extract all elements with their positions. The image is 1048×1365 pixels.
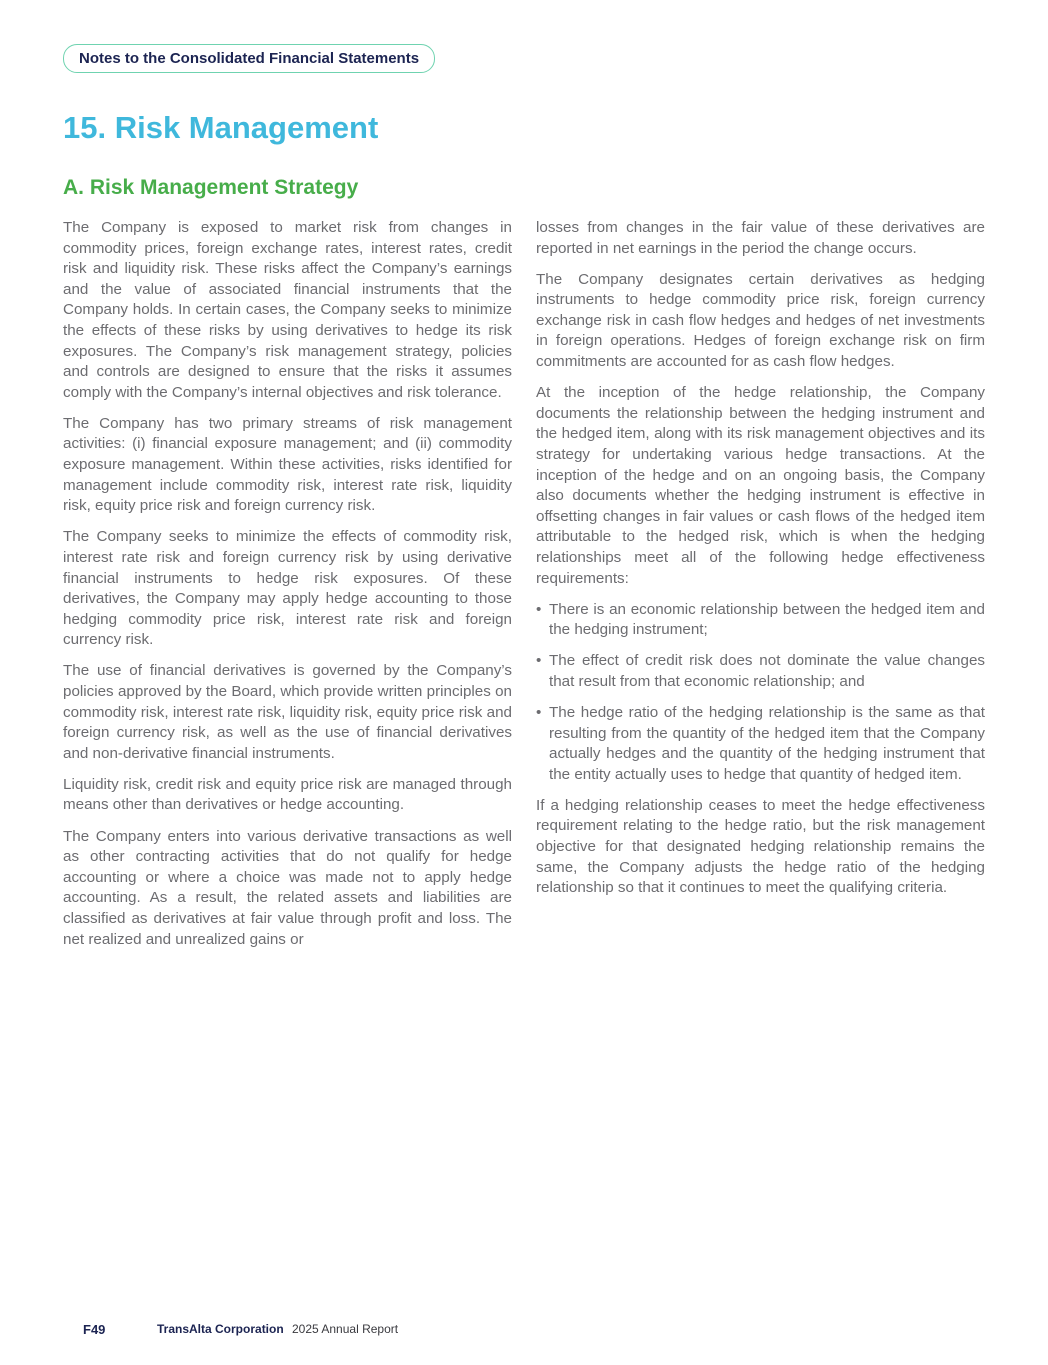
section-header-pill	[63, 44, 435, 73]
right-column	[536, 218, 985, 909]
list-item: • There is an economic relationship between the hedged item and the hedging instrument;	[536, 600, 985, 641]
paragraph: losses from changes in the fair value of these derivatives are reported in net earnings in the period the change occurs.	[536, 219, 985, 257]
section-header-label: Notes to the Consolidated Financial Statements	[79, 50, 420, 67]
list-item: • The effect of credit risk does not dominate the value changes that result from that economic relationship; and	[536, 651, 985, 692]
paragraph: The use of financial derivatives is governed by the Company’s policies approved by the Board, which provide written principles on commodity risk, interest rate risk, liquidity risk, equity price risk and foreign currency risk, as well as the use of financial derivatives and non-derivative financial instruments.	[63, 662, 512, 762]
page-title: 15. Risk Management	[63, 110, 379, 145]
paragraph: The Company is exposed to market risk from changes in commodity prices, foreign exchange rates, interest rates, credit risk and liquidity risk. These risks affect the Company’s earnings and the value of associated financial instruments that the Company holds. In certain cases, the Company seeks to minimize the effects of these risks by using derivatives to hedge its risk exposures. The Company’s risk management strategy, policies and controls are designed to ensure that the risks it assumes comply with the Company’s internal objectives and risk tolerance.	[63, 219, 512, 401]
company-name: TransAlta Corporation	[157, 1322, 284, 1336]
list-item: • The hedge ratio of the hedging relationship is the same as that resulting from the quantity of the hedged item that the Company actually hedges and the quantity of the hedging instrument that the entity actually uses to hedge that quantity of hedged item.	[536, 703, 985, 785]
report-name: 2025 Annual Report	[292, 1322, 399, 1336]
paragraph: The Company has two primary streams of risk management activities: (i) financial exposure management; and (ii) commodity exposure management. Within these activities, risks identified for management include commodity risk, interest rate risk, liquidity risk, equity price risk and foreign currency risk.	[63, 414, 512, 515]
paragraph: The Company seeks to minimize the effects of commodity risk, interest rate risk and foreign currency risk by using derivative financial instruments to hedge risk exposures. Of these derivatives, the Company may apply hedge accounting to those hedging commodity price risk, interest rate risk and foreign currency risk.	[63, 528, 512, 649]
left-column	[63, 218, 512, 961]
requirements-list	[536, 600, 985, 786]
paragraph: The Company enters into various derivative transactions as well as other contracting activities that do not qualify for hedge accounting or where a choice was made not to apply hedge accounting. As a result, the related assets and liabilities are classified as derivatives at fair value through profit and loss. The net realized and unrealized gains or	[63, 827, 512, 948]
subsection-title: A. Risk Management Strategy	[63, 176, 359, 199]
paragraph: If a hedging relationship ceases to meet the hedge effectiveness requirement relating to the hedge ratio, but the risk management objective for that designated hedging relationship remains the same, the Company adjusts the hedge ratio of the hedging relationship so that it continues to meet the qualifying criteria.	[536, 796, 985, 897]
paragraph: The Company designates certain derivatives as hedging instruments to hedge commodity price risk, foreign currency exchange risk in cash flow hedges and hedges of net investments in foreign operations. Hedges of foreign exchange risk on firm commitments are accounted for as cash flow hedges.	[536, 270, 985, 371]
page-number: F49	[83, 1322, 106, 1337]
paragraph: Liquidity risk, credit risk and equity price risk are managed through means other than derivatives or hedge accounting.	[63, 775, 512, 814]
paragraph: At the inception of the hedge relationship, the Company documents the relationship between the hedging instrument and the hedged item, along with its risk management objectives and its strategy for undertaking various hedge transactions. At the inception of the hedge and on an ongoing basis, the Company also documents whether the hedging instrument is effective in offsetting changes in fair values or cash flows of the hedged item attributable to the hedged risk, which is when the hedging relationships meet all of the following hedge effectiveness requirements:	[536, 384, 985, 587]
